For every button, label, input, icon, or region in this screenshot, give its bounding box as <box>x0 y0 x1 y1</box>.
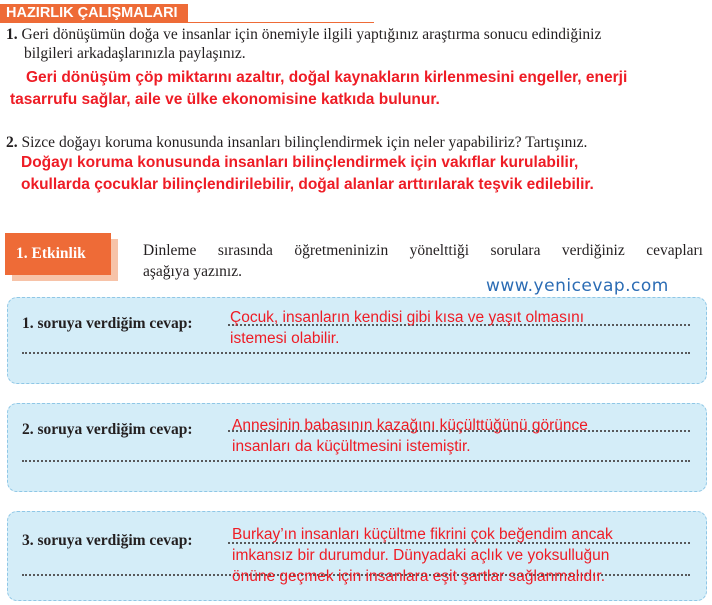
question-number: 2. <box>6 134 18 151</box>
question-text: Geri dönüşümün doğa ve insanlar için önemiyle ilgili yaptığınız araştırma sonucu edindiğiniz <box>21 26 602 43</box>
answer-text-line-1: Annesinin babasının kazağını küçülttüğünü görünce <box>232 417 588 434</box>
answer-text-line-2: insanları da küçültmesini istemiştir. <box>232 438 471 455</box>
answer-text-line-3: önüne geçmek için insanlara eşit şartlar sağlanmalıdır. <box>232 568 606 585</box>
question-text: Sizce doğayı koruma konusunda insanları bilinçlendirmek için neler yapabiliriz? Tartışınız. <box>21 134 588 151</box>
answer-box-1 <box>7 297 707 384</box>
answer-text-line-1: Burkay’ın insanları küçültme fikrini çok beğendim ancak <box>232 526 613 543</box>
question-1 <box>6 25 601 44</box>
answer-label: 3. soruya verdiğim cevap: <box>22 532 193 549</box>
watermark: www.yenicevap.com <box>486 276 669 296</box>
question-2-answer-line-2: okullarda çocuklar bilinçlendirilebilir, doğal alanlar arttırılarak teşvik edilebilir. <box>21 176 594 193</box>
question-1-answer-line-1: Geri dönüşüm çöp miktarını azaltır, doğal kaynakların kirlenmesini engeller, enerji <box>26 69 628 86</box>
question-number: 1. <box>6 26 18 43</box>
section-divider <box>188 22 374 23</box>
question-2 <box>6 133 587 152</box>
answer-box-2 <box>7 403 707 492</box>
activity-badge: 1. Etkinlik <box>5 233 111 275</box>
answer-box-3 <box>7 511 707 601</box>
answer-label: 2. soruya verdiğim cevap: <box>22 421 193 438</box>
answer-line <box>22 460 690 462</box>
question-1-continued: bilgileri arkadaşlarınızla paylaşınız. <box>24 45 246 62</box>
answer-line <box>22 352 690 354</box>
answer-label: 1. soruya verdiğim cevap: <box>22 315 193 332</box>
question-1-answer-line-2: tasarrufu sağlar, aile ve ülke ekonomisine katkıda bulunur. <box>10 91 440 108</box>
activity-instruction-line-2: aşağıya yazınız. <box>143 263 242 280</box>
section-title: HAZIRLIK ÇALIŞMALARI <box>0 4 188 23</box>
answer-text-line-2: imkansız bir durumdur. Dünyadaki açlık ve yoksulluğun <box>232 547 610 564</box>
question-2-answer-line-1: Doğayı koruma konusunda insanları bilinçlendirmek için vakıflar kurulabilir, <box>21 154 579 171</box>
answer-text-line-2: istemesi olabilir. <box>230 330 340 347</box>
activity-instruction-line-1: Dinleme sırasında öğretmeninizin yönelttiği sorulara verdiğiniz cevapları <box>143 242 703 259</box>
answer-text-line-1: Çocuk, insanların kendisi gibi kısa ve yaşıt olmasını <box>230 309 585 326</box>
